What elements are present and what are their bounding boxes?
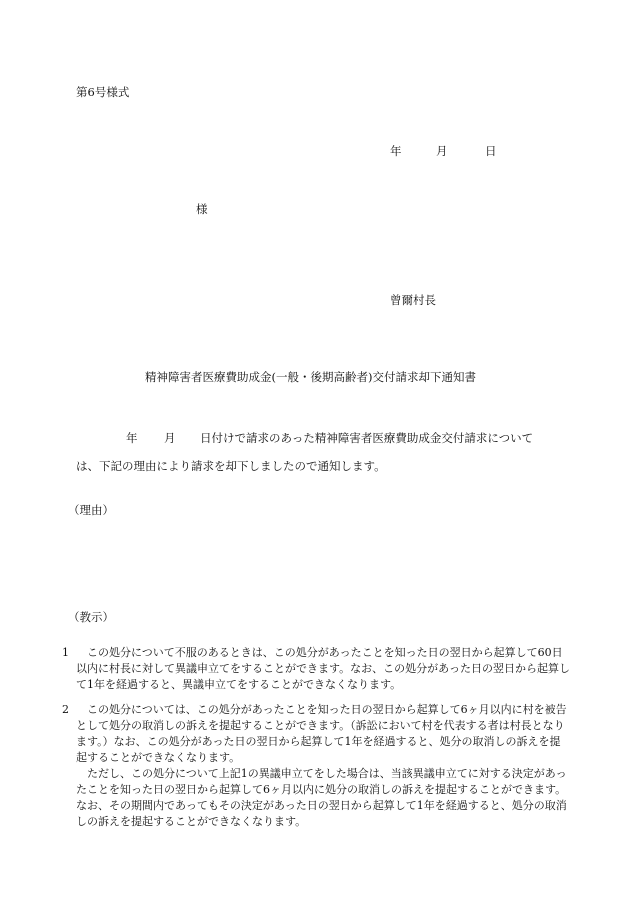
date-day: 日 (485, 144, 497, 158)
document-title: 精神障害者医療費助成金(一般・後期高齢者)交付請求却下通知書 (145, 370, 476, 384)
issuer-name: 曾爾村長 (390, 293, 436, 307)
form-number: 第6号様式 (76, 85, 130, 99)
instruction-number: 2 (62, 703, 69, 716)
instruction-text-continued: ただし、この処分について上記1の異議申立てをした場合は、当該異議申立てに対する決定があったことを知った日の翌日から起算して6ヶ月以内に処分の取消しの訴えを提起することができます。なお、その期間内であってもその決定があった日の翌日から起算して1年を経過すると、処分の取消しの訴えを提起することができなくなります。 (76, 767, 567, 828)
body-month: 月 (164, 431, 176, 445)
date-month: 月 (436, 144, 448, 158)
body-line2: は、下記の理由により請求を却下しましたので通知します。 (76, 459, 386, 473)
instruction-text: この処分について不服のあるときは、この処分があったことを知った日の翌日から起算して60日以内に村長に対して異議申立てをすることができます。なお、この処分があった日の翌日から起算して1年を経過すると、異議申立てをすることができなくなります。 (76, 646, 571, 691)
reason-heading: （理由） (68, 503, 114, 517)
body-line1: 日付けで請求のあった精神障害者医療費助成金交付請求について (200, 431, 534, 445)
instruction-item-1 (62, 645, 571, 693)
instruction-heading: （教示） (68, 610, 114, 624)
addressee-suffix: 様 (196, 202, 208, 216)
body-year: 年 (126, 431, 138, 445)
instruction-text: この処分については、この処分があったことを知った日の翌日から起算して6ヶ月以内に村を被告として処分の取消しの訴えを提起することができます。（訴訟において村を代表する者は村長となります。）なお、この処分があった日の翌日から起算して1年を経過すると、処分の取消しの訴えを提起することができなくなります。 (76, 703, 567, 764)
instruction-item-2 (62, 702, 571, 830)
date-year: 年 (390, 144, 402, 158)
instruction-number: 1 (62, 646, 69, 659)
